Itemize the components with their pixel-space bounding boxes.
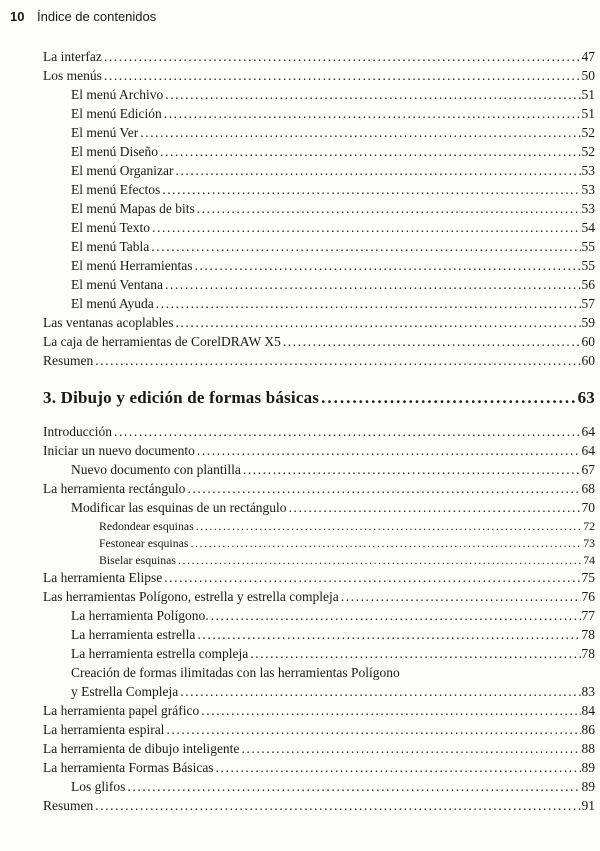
toc-entry [43, 334, 595, 353]
chapter-heading-row [43, 388, 595, 414]
toc-entry [43, 553, 595, 570]
toc-entry [43, 500, 595, 519]
toc-entry-label: La herramienta espiral [43, 722, 165, 737]
toc-entry-page: 51 [581, 106, 595, 121]
dot-leader [241, 741, 580, 757]
dot-leader [190, 536, 582, 551]
dot-leader [95, 798, 580, 814]
header-page-number: 10 [10, 9, 25, 24]
toc-entry [43, 239, 595, 258]
toc-entry [43, 106, 595, 125]
toc-entry [43, 665, 595, 684]
toc-entry-page: 76 [581, 589, 595, 604]
toc-entry-page: 59 [581, 315, 595, 330]
toc-entry-label: Redondear esquinas [99, 519, 194, 533]
dot-leader [197, 443, 581, 459]
dot-leader [197, 627, 580, 643]
toc-entry-page: 55 [581, 258, 595, 273]
toc-entry-label: La herramienta rectángulo [43, 481, 186, 496]
toc-entry-label: Resumen [43, 353, 94, 368]
toc-entry-label: Creación de formas ilimitadas con las herramientas Polígono [71, 665, 400, 680]
toc-entry-page: 84 [581, 703, 595, 718]
toc-entry-page: 72 [583, 519, 595, 533]
toc-entry-label: Los menús [43, 68, 102, 83]
dot-leader [197, 201, 581, 217]
toc-entry-label: El menú Diseño [71, 144, 158, 159]
toc-entry-page: 86 [581, 722, 595, 737]
toc-entry-label: La herramienta de dibujo inteligente [43, 741, 240, 756]
toc-entry [43, 798, 595, 817]
dot-leader [95, 353, 580, 369]
dot-leader [166, 722, 580, 738]
toc-entry-page: 55 [581, 239, 595, 254]
toc-entry-label: Biselar esquinas [99, 553, 176, 567]
dot-leader [216, 760, 581, 776]
toc-entry-page: 78 [581, 646, 595, 661]
toc-entry-label: y Estrella Compleja [71, 684, 179, 699]
toc-entry-label: El menú Ver [71, 125, 139, 140]
dot-leader [289, 500, 581, 516]
toc-entry [43, 296, 595, 315]
toc-entry-page: 50 [581, 68, 595, 83]
toc-entry-page: 70 [581, 500, 595, 515]
toc-entry [43, 144, 595, 163]
toc-entry-label: Festonear esquinas [99, 536, 189, 550]
toc-entry [43, 462, 595, 481]
toc-entry-page: 52 [581, 125, 595, 140]
toc-entry [43, 220, 595, 239]
toc-entry-label: La herramienta estrella [71, 627, 196, 642]
toc-entry-label: La herramienta Formas Básicas [43, 760, 214, 775]
dot-leader [162, 182, 580, 198]
dot-leader [140, 125, 580, 141]
toc-entry [43, 589, 595, 608]
toc-entry-page: 60 [581, 353, 595, 368]
chapter-heading-page: 63 [577, 388, 595, 407]
dot-leader [180, 684, 580, 700]
toc-entry-label: El menú Ventana [71, 277, 163, 292]
toc-entry-page: 77 [581, 608, 595, 623]
dot-leader [196, 519, 583, 534]
toc-entry [43, 163, 595, 182]
dot-leader [178, 553, 582, 568]
toc-entry-page: 91 [581, 798, 595, 813]
toc-entry [43, 87, 595, 106]
toc-entry [43, 481, 595, 500]
toc-entry-label: Las ventanas acoplables [43, 315, 174, 330]
toc-entry [43, 760, 595, 779]
dot-leader [164, 106, 581, 122]
dot-leader [156, 296, 581, 312]
toc-entry-page: 54 [581, 220, 595, 235]
dot-leader [175, 315, 580, 331]
toc-entry-label: La caja de herramientas de CorelDRAW X5 [43, 334, 281, 349]
toc-entry-label: La herramienta Polígono. [71, 608, 209, 623]
dot-leader [341, 589, 581, 605]
toc-entry [43, 646, 595, 665]
toc-entry [43, 608, 595, 627]
toc-entry [43, 182, 595, 201]
toc-entry [43, 570, 595, 589]
toc-entry-page: 88 [581, 741, 595, 756]
toc-entry-label: El menú Tabla [71, 239, 150, 254]
toc-entry-page: 89 [581, 760, 595, 775]
toc-entry [43, 258, 595, 277]
toc-entry [43, 684, 595, 703]
toc-entry [43, 201, 595, 220]
toc-entry-page: 64 [581, 424, 595, 439]
dot-leader [283, 334, 581, 350]
toc-entry-page: 52 [581, 144, 595, 159]
toc-sections [9, 49, 595, 817]
toc-entry-label: Resumen [43, 798, 94, 813]
toc-entry-label: La herramienta estrella compleja [71, 646, 249, 661]
dot-leader [165, 87, 580, 103]
toc-entry-label: La interfaz [43, 49, 102, 64]
dot-leader [243, 462, 581, 478]
toc-entry-page: 68 [581, 481, 595, 496]
toc-entry [43, 779, 595, 798]
toc-entry [43, 315, 595, 334]
dot-leader [194, 258, 580, 274]
dot-leader [250, 646, 580, 662]
dot-leader [164, 570, 580, 586]
dot-leader [160, 144, 581, 160]
toc-entry [43, 353, 595, 372]
toc-entry-page: 51 [581, 87, 595, 102]
dot-leader [175, 163, 580, 179]
toc-entry-page: 83 [581, 684, 595, 699]
toc-entry-label: El menú Mapas de bits [71, 201, 195, 216]
toc-entry [43, 627, 595, 646]
toc-entry-label: El menú Organizar [71, 163, 174, 178]
toc-entry-label: El menú Efectos [71, 182, 161, 197]
dot-leader [211, 608, 581, 624]
toc-entry [43, 722, 595, 741]
toc-entry-label: Modificar las esquinas de un rectángulo [71, 500, 287, 515]
toc-entry-label: Iniciar un nuevo documento [43, 443, 195, 458]
toc-entry-label: Introducción [43, 424, 112, 439]
toc-entry [43, 443, 595, 462]
dot-leader [165, 277, 581, 293]
toc-entry-page: 74 [583, 553, 595, 567]
toc-entry-label: El menú Ayuda [71, 296, 154, 311]
toc-entry-page: 67 [581, 462, 595, 477]
toc-entry-page: 53 [581, 182, 595, 197]
dot-leader [151, 239, 580, 255]
toc-entry [43, 49, 595, 68]
toc-entry-label: La herramienta papel gráfico [43, 703, 200, 718]
toc-entry-page: 73 [583, 536, 595, 550]
toc-entry-page: 57 [581, 296, 595, 311]
toc-entry [43, 703, 595, 722]
dot-leader [104, 49, 581, 65]
dot-leader [114, 424, 581, 440]
toc-entry-page: 47 [581, 49, 595, 64]
toc-entry-label: El menú Archivo [71, 87, 164, 102]
toc-entry-page: 53 [581, 163, 595, 178]
toc-entry [43, 536, 595, 553]
toc-entry-page: 53 [581, 201, 595, 216]
toc-entry-page: 78 [581, 627, 595, 642]
dot-leader [201, 703, 580, 719]
toc-entry-label: El menú Edición [71, 106, 162, 121]
toc-entry-page: 64 [581, 443, 595, 458]
toc-entry [43, 519, 595, 536]
toc-entry [43, 424, 595, 443]
toc-entry [43, 277, 595, 296]
toc-entry-label: Los glifos [71, 779, 126, 794]
header-title: Índice de contenidos [37, 9, 157, 24]
chapter-heading-label: 3. Dibujo y edición de formas básicas [43, 388, 320, 407]
toc-entry-page: 89 [581, 779, 595, 794]
toc-entry [43, 68, 595, 87]
toc-entry [43, 741, 595, 760]
toc-entry-label: Nuevo documento con plantilla [71, 462, 241, 477]
toc-entry-page: 60 [581, 334, 595, 349]
dot-leader [187, 481, 580, 497]
dot-leader [152, 220, 580, 236]
toc-entry-label: La herramienta Elipse [43, 570, 163, 585]
toc-entry-label: El menú Herramientas [71, 258, 193, 273]
running-header [9, 9, 595, 24]
toc-entry-page: 56 [581, 277, 595, 292]
toc-entry-label: Las herramientas Polígono, estrella y estrella compleja [43, 589, 339, 604]
dot-leader [127, 779, 580, 795]
dot-leader [104, 68, 581, 84]
toc-entry-page: 75 [581, 570, 595, 585]
dot-leader [321, 388, 576, 408]
toc-entry [43, 125, 595, 144]
toc-entry-label: El menú Texto [71, 220, 151, 235]
